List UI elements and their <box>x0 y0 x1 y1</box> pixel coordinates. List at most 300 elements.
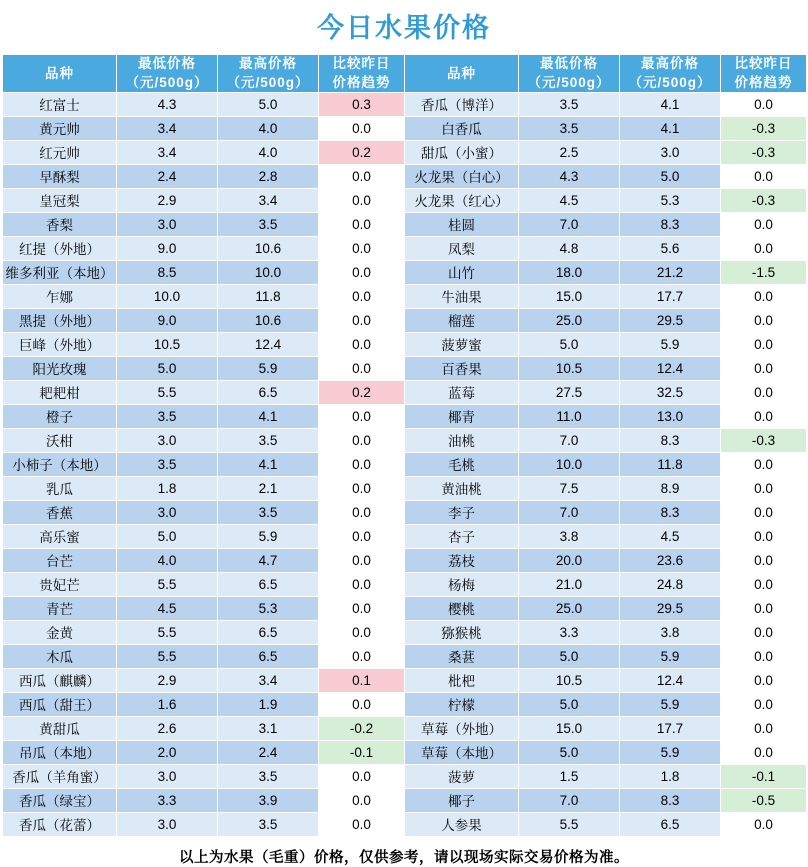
cell-price-trend: 0.0 <box>319 308 405 332</box>
cell-variety: 荔枝 <box>405 548 519 572</box>
cell-min-price: 4.5 <box>519 188 620 212</box>
cell-price-trend: 0.0 <box>319 788 405 812</box>
cell-price-trend: -1.5 <box>721 260 807 284</box>
cell-price-trend: 0.0 <box>319 284 405 308</box>
cell-max-price: 5.9 <box>620 644 721 668</box>
cell-min-price: 3.8 <box>519 524 620 548</box>
cell-variety: 人参果 <box>405 812 519 836</box>
cell-max-price: 3.4 <box>218 188 319 212</box>
cell-min-price: 3.5 <box>519 92 620 116</box>
cell-max-price: 8.3 <box>620 788 721 812</box>
cell-variety: 乳瓜 <box>3 476 117 500</box>
table-row <box>3 596 807 620</box>
cell-price-trend: 0.0 <box>721 284 807 308</box>
cell-variety: 白香瓜 <box>405 116 519 140</box>
cell-price-trend: 0.3 <box>319 92 405 116</box>
table-row <box>3 404 807 428</box>
cell-variety: 杏子 <box>405 524 519 548</box>
page-title: 今日水果价格 <box>317 13 491 43</box>
cell-max-price: 11.8 <box>218 284 319 308</box>
cell-max-price: 5.3 <box>218 596 319 620</box>
cell-max-price: 12.4 <box>620 356 721 380</box>
cell-min-price: 18.0 <box>519 260 620 284</box>
cell-price-trend: -0.3 <box>721 188 807 212</box>
cell-variety: 草莓（本地） <box>405 740 519 764</box>
cell-max-price: 8.9 <box>620 476 721 500</box>
table-row <box>3 812 807 836</box>
cell-price-trend: 0.0 <box>319 644 405 668</box>
cell-min-price: 9.0 <box>117 236 218 260</box>
cell-max-price: 6.5 <box>620 812 721 836</box>
cell-max-price: 3.5 <box>218 212 319 236</box>
cell-max-price: 5.6 <box>620 236 721 260</box>
table-row <box>3 140 807 164</box>
cell-variety: 黄油桃 <box>405 476 519 500</box>
header-min-right-line2: （元/500g） <box>527 74 611 90</box>
cell-min-price: 25.0 <box>519 308 620 332</box>
cell-max-price: 4.0 <box>218 116 319 140</box>
cell-variety: 红富士 <box>3 92 117 116</box>
cell-min-price: 3.3 <box>519 620 620 644</box>
cell-price-trend: 0.0 <box>319 404 405 428</box>
cell-min-price: 5.0 <box>519 740 620 764</box>
cell-variety: 杨梅 <box>405 572 519 596</box>
cell-min-price: 1.8 <box>117 476 218 500</box>
cell-max-price: 6.5 <box>218 572 319 596</box>
header-trend-right-line1: 比较昨日 <box>734 56 793 72</box>
cell-variety: 柠檬 <box>405 692 519 716</box>
cell-variety: 乍娜 <box>3 284 117 308</box>
table-row <box>3 308 807 332</box>
cell-max-price: 24.8 <box>620 572 721 596</box>
cell-min-price: 5.5 <box>117 620 218 644</box>
table-row <box>3 188 807 212</box>
cell-variety: 橙子 <box>3 404 117 428</box>
table-header <box>3 55 807 92</box>
cell-min-price: 5.0 <box>519 692 620 716</box>
cell-price-trend: 0.0 <box>721 236 807 260</box>
cell-price-trend: 0.0 <box>319 188 405 212</box>
table-row <box>3 524 807 548</box>
cell-max-price: 12.4 <box>218 332 319 356</box>
table-row <box>3 236 807 260</box>
cell-min-price: 10.5 <box>519 356 620 380</box>
header-min-left-line1: 最低价格 <box>138 56 196 72</box>
cell-min-price: 2.9 <box>117 188 218 212</box>
cell-price-trend: 0.0 <box>319 236 405 260</box>
cell-min-price: 5.5 <box>117 572 218 596</box>
cell-price-trend: -0.3 <box>721 116 807 140</box>
table-row <box>3 452 807 476</box>
table-row <box>3 212 807 236</box>
cell-min-price: 10.0 <box>519 452 620 476</box>
cell-variety: 猕猴桃 <box>405 620 519 644</box>
cell-max-price: 3.5 <box>218 428 319 452</box>
cell-max-price: 5.0 <box>620 164 721 188</box>
cell-price-trend: 0.0 <box>721 692 807 716</box>
cell-max-price: 1.8 <box>620 764 721 788</box>
header-trend-right-line2: 价格趋势 <box>734 74 793 90</box>
table-row <box>3 356 807 380</box>
cell-min-price: 5.0 <box>117 356 218 380</box>
cell-price-trend: 0.0 <box>319 620 405 644</box>
cell-max-price: 29.5 <box>620 308 721 332</box>
cell-max-price: 21.2 <box>620 260 721 284</box>
cell-variety: 金黄 <box>3 620 117 644</box>
cell-variety: 青芒 <box>3 596 117 620</box>
cell-price-trend: -0.1 <box>721 764 807 788</box>
cell-price-trend: 0.0 <box>319 764 405 788</box>
cell-price-trend: 0.0 <box>319 692 405 716</box>
cell-price-trend: 0.0 <box>319 596 405 620</box>
cell-price-trend: -0.3 <box>721 140 807 164</box>
cell-variety: 枇杷 <box>405 668 519 692</box>
cell-variety: 香瓜（花蕾） <box>3 812 117 836</box>
table-row <box>3 788 807 812</box>
cell-variety: 红元帅 <box>3 140 117 164</box>
cell-variety: 草莓（外地） <box>405 716 519 740</box>
cell-variety: 榴莲 <box>405 308 519 332</box>
cell-min-price: 2.4 <box>117 164 218 188</box>
cell-max-price: 2.8 <box>218 164 319 188</box>
cell-max-price: 3.8 <box>620 620 721 644</box>
cell-variety: 贵妃芒 <box>3 572 117 596</box>
cell-min-price: 4.3 <box>519 164 620 188</box>
cell-max-price: 6.5 <box>218 620 319 644</box>
cell-price-trend: -0.2 <box>319 716 405 740</box>
cell-variety: 火龙果（红心） <box>405 188 519 212</box>
cell-variety: 百香果 <box>405 356 519 380</box>
cell-price-trend: -0.1 <box>319 740 405 764</box>
cell-min-price: 21.0 <box>519 572 620 596</box>
header-min-right <box>519 55 620 92</box>
header-max-left-line1: 最高价格 <box>239 56 297 72</box>
table-row <box>3 620 807 644</box>
cell-price-trend: 0.0 <box>721 596 807 620</box>
table-row <box>3 116 807 140</box>
header-name-right-line1: 品种 <box>447 65 476 81</box>
cell-min-price: 5.5 <box>117 644 218 668</box>
cell-max-price: 2.1 <box>218 476 319 500</box>
cell-variety: 牛油果 <box>405 284 519 308</box>
cell-min-price: 10.5 <box>519 668 620 692</box>
cell-min-price: 3.0 <box>117 212 218 236</box>
cell-variety: 香瓜（博洋） <box>405 92 519 116</box>
cell-variety: 火龙果（白心） <box>405 164 519 188</box>
cell-price-trend: 0.0 <box>721 452 807 476</box>
header-name-right <box>405 55 519 92</box>
cell-max-price: 32.5 <box>620 380 721 404</box>
cell-price-trend: 0.0 <box>721 812 807 836</box>
cell-variety: 香瓜（羊角蜜） <box>3 764 117 788</box>
cell-variety: 黄甜瓜 <box>3 716 117 740</box>
table-row <box>3 380 807 404</box>
cell-price-trend: 0.0 <box>721 476 807 500</box>
cell-min-price: 7.0 <box>519 212 620 236</box>
cell-price-trend: 0.0 <box>319 548 405 572</box>
cell-min-price: 25.0 <box>519 596 620 620</box>
cell-min-price: 15.0 <box>519 716 620 740</box>
footer-note: 以上为水果（毛重）价格，仅供参考，请以现场实际交易价格为准。 <box>179 849 629 866</box>
header-max-right-line1: 最高价格 <box>641 56 699 72</box>
header-row <box>3 55 807 92</box>
cell-max-price: 4.7 <box>218 548 319 572</box>
cell-variety: 毛桃 <box>405 452 519 476</box>
cell-max-price: 4.1 <box>620 116 721 140</box>
cell-max-price: 4.1 <box>218 452 319 476</box>
cell-variety: 西瓜（麒麟） <box>3 668 117 692</box>
cell-price-trend: 0.0 <box>721 740 807 764</box>
cell-min-price: 27.5 <box>519 380 620 404</box>
cell-max-price: 11.8 <box>620 452 721 476</box>
cell-max-price: 12.4 <box>620 668 721 692</box>
cell-min-price: 10.5 <box>117 332 218 356</box>
cell-max-price: 29.5 <box>620 596 721 620</box>
cell-min-price: 3.0 <box>117 764 218 788</box>
cell-max-price: 10.0 <box>218 260 319 284</box>
cell-variety: 小柿子（本地） <box>3 452 117 476</box>
cell-max-price: 17.7 <box>620 284 721 308</box>
header-min-right-line1: 最低价格 <box>540 56 598 72</box>
cell-max-price: 4.1 <box>620 92 721 116</box>
table-row <box>3 284 807 308</box>
cell-max-price: 6.5 <box>218 380 319 404</box>
cell-max-price: 5.9 <box>620 332 721 356</box>
header-trend-left <box>319 55 405 92</box>
cell-max-price: 8.3 <box>620 500 721 524</box>
cell-variety: 高乐蜜 <box>3 524 117 548</box>
cell-variety: 凤梨 <box>405 236 519 260</box>
cell-min-price: 15.0 <box>519 284 620 308</box>
cell-max-price: 4.0 <box>218 140 319 164</box>
cell-min-price: 3.5 <box>519 116 620 140</box>
cell-variety: 早酥梨 <box>3 164 117 188</box>
cell-price-trend: 0.0 <box>721 500 807 524</box>
cell-price-trend: 0.0 <box>721 212 807 236</box>
cell-max-price: 10.6 <box>218 308 319 332</box>
cell-variety: 李子 <box>405 500 519 524</box>
cell-min-price: 4.8 <box>519 236 620 260</box>
header-trend-right <box>721 55 807 92</box>
table-body <box>3 92 807 836</box>
cell-variety: 皇冠梨 <box>3 188 117 212</box>
cell-max-price: 8.3 <box>620 212 721 236</box>
cell-min-price: 3.0 <box>117 812 218 836</box>
cell-price-trend: 0.0 <box>721 524 807 548</box>
cell-min-price: 3.4 <box>117 140 218 164</box>
cell-variety: 香瓜（绿宝） <box>3 788 117 812</box>
cell-max-price: 10.6 <box>218 236 319 260</box>
table-row <box>3 500 807 524</box>
cell-max-price: 3.1 <box>218 716 319 740</box>
cell-variety: 椰青 <box>405 404 519 428</box>
cell-price-trend: 0.0 <box>319 164 405 188</box>
cell-max-price: 4.1 <box>218 404 319 428</box>
cell-min-price: 9.0 <box>117 308 218 332</box>
table-row <box>3 476 807 500</box>
cell-price-trend: 0.0 <box>721 668 807 692</box>
cell-min-price: 4.0 <box>117 548 218 572</box>
header-trend-left-line2: 价格趋势 <box>332 74 391 90</box>
table-row <box>3 260 807 284</box>
cell-max-price: 5.9 <box>620 692 721 716</box>
cell-max-price: 3.5 <box>218 812 319 836</box>
cell-min-price: 5.5 <box>117 380 218 404</box>
cell-price-trend: 0.0 <box>721 92 807 116</box>
cell-variety: 樱桃 <box>405 596 519 620</box>
table-row <box>3 92 807 116</box>
cell-price-trend: 0.0 <box>319 524 405 548</box>
table-row <box>3 164 807 188</box>
cell-min-price: 5.5 <box>519 812 620 836</box>
cell-min-price: 3.5 <box>117 404 218 428</box>
cell-min-price: 1.6 <box>117 692 218 716</box>
cell-min-price: 7.0 <box>519 788 620 812</box>
cell-variety: 甜瓜（小蜜） <box>405 140 519 164</box>
cell-price-trend: 0.0 <box>319 212 405 236</box>
cell-variety: 沃柑 <box>3 428 117 452</box>
cell-price-trend: -0.3 <box>721 428 807 452</box>
header-min-left <box>117 55 218 92</box>
cell-price-trend: 0.0 <box>721 380 807 404</box>
cell-price-trend: 0.2 <box>319 380 405 404</box>
cell-variety: 维多利亚（本地） <box>3 260 117 284</box>
cell-price-trend: 0.0 <box>319 476 405 500</box>
cell-variety: 桑葚 <box>405 644 519 668</box>
cell-max-price: 23.6 <box>620 548 721 572</box>
cell-price-trend: 0.0 <box>721 308 807 332</box>
cell-max-price: 5.9 <box>218 356 319 380</box>
cell-price-trend: 0.0 <box>721 716 807 740</box>
cell-min-price: 2.9 <box>117 668 218 692</box>
cell-min-price: 4.5 <box>117 596 218 620</box>
cell-variety: 台芒 <box>3 548 117 572</box>
cell-variety: 红提（外地） <box>3 236 117 260</box>
cell-price-trend: -0.5 <box>721 788 807 812</box>
cell-price-trend: 0.0 <box>721 572 807 596</box>
cell-max-price: 3.5 <box>218 500 319 524</box>
cell-min-price: 3.3 <box>117 788 218 812</box>
cell-variety: 油桃 <box>405 428 519 452</box>
cell-price-trend: 0.0 <box>721 548 807 572</box>
cell-min-price: 4.3 <box>117 92 218 116</box>
header-min-left-line2: （元/500g） <box>125 74 209 90</box>
cell-price-trend: 0.0 <box>319 452 405 476</box>
header-max-left-line2: （元/500g） <box>226 74 310 90</box>
cell-variety: 蓝莓 <box>405 380 519 404</box>
cell-variety: 阳光玫瑰 <box>3 356 117 380</box>
header-max-right-line2: （元/500g） <box>628 74 712 90</box>
cell-price-trend: 0.0 <box>319 572 405 596</box>
cell-min-price: 5.0 <box>519 332 620 356</box>
header-max-left <box>218 55 319 92</box>
cell-variety: 黄元帅 <box>3 116 117 140</box>
cell-variety: 菠萝蜜 <box>405 332 519 356</box>
cell-price-trend: 0.0 <box>721 620 807 644</box>
cell-min-price: 20.0 <box>519 548 620 572</box>
cell-price-trend: 0.1 <box>319 668 405 692</box>
cell-price-trend: 0.0 <box>721 404 807 428</box>
cell-price-trend: 0.0 <box>721 332 807 356</box>
cell-min-price: 7.0 <box>519 500 620 524</box>
table-row <box>3 572 807 596</box>
cell-variety: 西瓜（甜王） <box>3 692 117 716</box>
cell-variety: 椰子 <box>405 788 519 812</box>
cell-variety: 山竹 <box>405 260 519 284</box>
cell-variety: 桂圆 <box>405 212 519 236</box>
cell-variety: 耙耙柑 <box>3 380 117 404</box>
cell-min-price: 2.0 <box>117 740 218 764</box>
cell-price-trend: 0.0 <box>319 812 405 836</box>
table-row <box>3 548 807 572</box>
cell-max-price: 3.4 <box>218 668 319 692</box>
table-row <box>3 644 807 668</box>
cell-min-price: 10.0 <box>117 284 218 308</box>
cell-max-price: 5.9 <box>218 524 319 548</box>
fruit-price-table <box>2 54 807 836</box>
cell-max-price: 17.7 <box>620 716 721 740</box>
table-row <box>3 668 807 692</box>
table-row <box>3 428 807 452</box>
cell-min-price: 7.5 <box>519 476 620 500</box>
cell-variety: 香梨 <box>3 212 117 236</box>
cell-price-trend: 0.0 <box>319 428 405 452</box>
cell-min-price: 2.6 <box>117 716 218 740</box>
cell-min-price: 3.5 <box>117 452 218 476</box>
cell-price-trend: 0.0 <box>319 356 405 380</box>
cell-min-price: 3.0 <box>117 428 218 452</box>
cell-max-price: 5.0 <box>218 92 319 116</box>
table-row <box>3 740 807 764</box>
cell-max-price: 8.3 <box>620 428 721 452</box>
cell-max-price: 5.9 <box>620 740 721 764</box>
cell-max-price: 4.5 <box>620 524 721 548</box>
cell-max-price: 6.5 <box>218 644 319 668</box>
cell-price-trend: 0.2 <box>319 140 405 164</box>
table-row <box>3 692 807 716</box>
header-name-left <box>3 55 117 92</box>
cell-min-price: 5.0 <box>117 524 218 548</box>
cell-max-price: 3.9 <box>218 788 319 812</box>
cell-min-price: 7.0 <box>519 428 620 452</box>
cell-price-trend: 0.0 <box>319 260 405 284</box>
cell-price-trend: 0.0 <box>721 164 807 188</box>
cell-price-trend: 0.0 <box>721 644 807 668</box>
cell-variety: 木瓜 <box>3 644 117 668</box>
cell-min-price: 2.5 <box>519 140 620 164</box>
cell-min-price: 1.5 <box>519 764 620 788</box>
header-trend-left-line1: 比较昨日 <box>332 56 391 72</box>
cell-min-price: 5.0 <box>519 644 620 668</box>
cell-price-trend: 0.0 <box>721 356 807 380</box>
table-row <box>3 716 807 740</box>
cell-min-price: 8.5 <box>117 260 218 284</box>
cell-max-price: 3.0 <box>620 140 721 164</box>
table-row <box>3 332 807 356</box>
cell-min-price: 11.0 <box>519 404 620 428</box>
cell-min-price: 3.4 <box>117 116 218 140</box>
cell-max-price: 2.4 <box>218 740 319 764</box>
cell-max-price: 13.0 <box>620 404 721 428</box>
cell-price-trend: 0.0 <box>319 500 405 524</box>
cell-variety: 香蕉 <box>3 500 117 524</box>
cell-variety: 吊瓜（本地） <box>3 740 117 764</box>
cell-max-price: 3.5 <box>218 764 319 788</box>
cell-max-price: 5.3 <box>620 188 721 212</box>
cell-max-price: 1.9 <box>218 692 319 716</box>
cell-min-price: 3.0 <box>117 500 218 524</box>
cell-variety: 巨峰（外地） <box>3 332 117 356</box>
